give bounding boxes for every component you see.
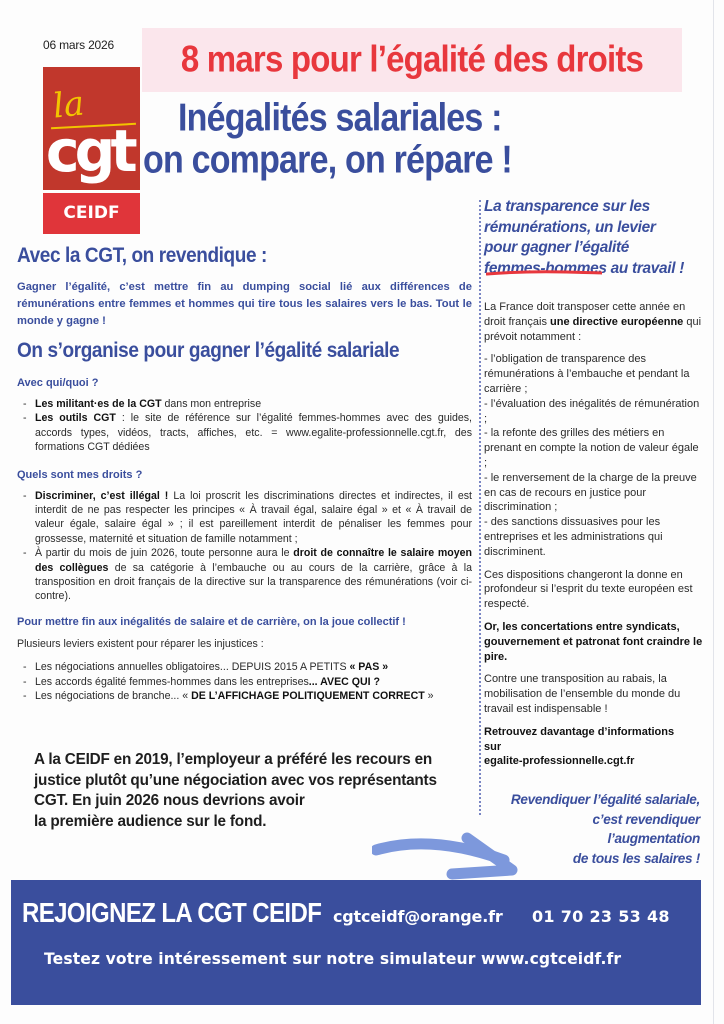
contact-email[interactable]: cgtceidf@orange.fr: [333, 907, 503, 926]
slogan-line: de tous les salaires !: [572, 850, 700, 866]
heading-revendique: Avec la CGT, on revendique :: [17, 244, 267, 268]
logo-script-la: la: [50, 83, 87, 127]
list-item: - des sanctions dissuasives pour les entreprises et les administrations qui discriminent.: [484, 516, 663, 558]
leviers-list: [17, 660, 472, 703]
mobilisation-paragraph: Contre une transposition au rabais, la mobilisation de l’ensemble du monde du travail est indispensable !: [484, 673, 681, 715]
avec-qui-list: [17, 397, 472, 455]
logo-red-block: [43, 67, 140, 190]
info-paragraph: [484, 725, 704, 769]
egalite-link[interactable]: egalite-professionnelle.cgt.fr: [484, 755, 635, 768]
list-item: - Les outils CGT : le site de référence sur l’égalité femmes-hommes avec des guides, accords types, vidéos, tracts, affiches, etc. = www.egalite-professionnelle.cgt.fr, des formations CGT dédiées: [17, 411, 472, 454]
directive-paragraph: La France doit transposer cette année en droit français une directive européenne qui prévoit notamment :: [484, 301, 702, 343]
info-line: sur: [484, 740, 502, 753]
title-line: femmes-hommes au travail !: [484, 259, 685, 277]
slogan-line: c’est revendiquer: [592, 811, 700, 827]
section-avec-qui-title: Avec qui/quoi ?: [17, 377, 99, 389]
document-date: 06 mars 2026: [43, 38, 114, 52]
right-column: [484, 197, 704, 777]
left-column: [17, 244, 472, 704]
list-item: - Discriminer, c’est illégal ! La loi proscrit les discriminations directes et indirectes, il est interdit de ne pas respecter les principes « À travail égal, salaire égal » et « À travail de valeur égale, salaire égal » ; il est pareillement interdit de pénaliser les femmes pour grossesse, maternité et situation de famille notamment ;: [17, 489, 472, 547]
slogan-line: l’augmentation: [607, 831, 700, 846]
heading-organise: On s’organise pour gagner l’égalité salariale: [17, 339, 400, 363]
list-item: - l’obligation de transparence des rémunérations à l’embauche et pendant la carrière ;: [484, 353, 690, 395]
concertations-paragraph: Or, les concertations entre syndicats, gouvernement et patronat font craindre le pire.: [484, 620, 703, 663]
section-droits-title: Quels sont mes droits ?: [17, 468, 143, 481]
main-title: 8 mars pour l’égalité des droits: [180, 38, 644, 80]
callout-line: A la CEIDF en 2019, l’employeur a préféré les recours en: [34, 751, 433, 768]
list-item: - Les accords égalité femmes-hommes dans les entreprises... AVEC QUI ?: [17, 675, 472, 689]
join-cgt-heading: REJOIGNEZ LA CGT CEIDF: [22, 898, 322, 930]
title-line: pour gagner l’égalité: [484, 239, 630, 256]
curved-arrow-icon: [372, 818, 522, 886]
red-underline-stroke: [486, 270, 602, 276]
info-line: Retrouvez davantage d’informations: [484, 725, 675, 738]
callout-line: justice plutôt qu’une négociation avec vos représentants: [34, 771, 437, 789]
list-item: - À partir du mois de juin 2026, toute personne aura le droit de connaître le salaire moyen des collègues de sa catégorie à l’embauche ou au cours de la carrière, grâce à la transposition en droit français de la directive sur la transparence des rémunérations (voir ci-contre).: [17, 546, 472, 604]
droits-list: [17, 489, 472, 604]
subtitle-line1: Inégalités salariales :: [178, 96, 502, 140]
list-item: - Les négociations annuelles obligatoires... DEPUIS 2015 A PETITS « PAS »: [17, 660, 472, 674]
intro-paragraph: Gagner l’égalité, c’est mettre fin au dumping social lié aux différences de rémunérations entre femmes et hommes qui tire tous les salaires vers le bas. Tout le monde y gagne !: [17, 281, 472, 327]
section-collectif-title: Pour mettre fin aux inégalités de salaire et de carrière, on la joue collectif !: [17, 615, 406, 628]
callout-line: CGT. En juin 2026 nous devrions avoir: [34, 792, 305, 809]
list-item: - le renversement de la charge de la preuve en cas de recours en justice pour discrimination ;: [484, 471, 697, 514]
title-line: rémunérations, un levier: [484, 218, 656, 236]
transparence-title: [484, 197, 704, 279]
leviers-intro: Plusieurs leviers existent pour réparer les injustices :: [17, 637, 264, 650]
simulator-text[interactable]: Testez votre intéressement sur notre simulateur www.cgtceidf.fr: [44, 950, 622, 968]
logo-ceidf: CEIDF: [43, 193, 140, 234]
column-separator: [479, 200, 481, 815]
list-item: - l’évaluation des inégalités de rémunération ;: [484, 397, 700, 425]
slogan-line: Revendiquer l’égalité salariale,: [510, 792, 700, 807]
title-line: La transparence sur les: [484, 198, 650, 215]
subtitle-line2: on compare, on répare !: [143, 138, 512, 182]
logo-cgt-text: cgt: [45, 117, 133, 185]
list-item: - Les négociations de branche... « DE L’AFFICHAGE POLITIQUEMENT CORRECT »: [17, 689, 472, 703]
list-item: - la refonte des grilles des métiers en prenant en compte la notion de valeur égale ;: [484, 427, 699, 469]
cgt-logo: [43, 67, 140, 234]
directive-list: [484, 352, 704, 559]
page-edge-line: [713, 0, 714, 1024]
dispositions-paragraph: Ces dispositions changeront la donne en profondeur si l’esprit du texte européen est respecté.: [484, 568, 693, 611]
transparence-body: [484, 300, 704, 769]
contact-phone: 01 70 23 53 48: [532, 907, 670, 926]
callout-line: la première audience sur le fond.: [34, 812, 267, 830]
list-item: - Les militant·es de la CGT dans mon entreprise: [17, 397, 472, 411]
